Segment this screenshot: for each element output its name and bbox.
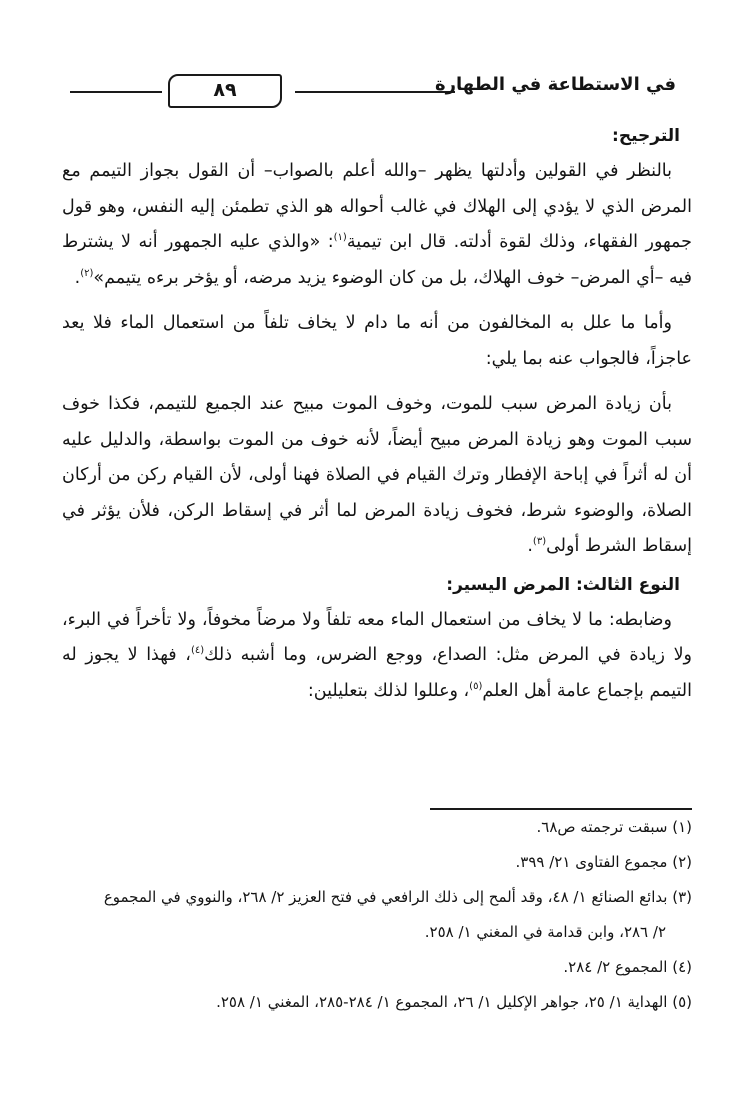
footnote-text: (٣) بدائع الصنائع ١/ ٤٨، وقد ألمح إلى ذلك الرافعي في فتح العزيز ٢/ ٢٦٨، والنووي في المجموع: [103, 888, 692, 906]
footnote-ref-5: (٥): [469, 680, 483, 692]
footnote-text: (٢) مجموع الفتاوى ٢١/ ٣٩٩.: [515, 853, 692, 871]
paragraph-text: .: [74, 267, 81, 288]
footnote-separator: [430, 808, 692, 810]
paragraph-text: ، وعللوا لذلك بتعليلين:: [307, 680, 470, 701]
running-header: [70, 72, 676, 108]
section-heading: الترجيح:: [612, 126, 680, 146]
paragraph-text: : «والذي عليه الجمهور أنه لا يشترط فيه –أي المرض– خوف الهلاك، بل من كان الوضوء يزيد مرضه، أو يؤخر برءه يتيمم»: [62, 232, 692, 288]
page-number: ٨٩: [168, 74, 282, 108]
footnote-continuation: ٢/ ٢٨٦، وابن قدامة في المغني ١/ ٢٥٨.: [424, 923, 666, 941]
main-text: [62, 122, 692, 719]
footnote-item: [62, 853, 692, 872]
subheading: النوع الثالث: المرض اليسير:: [446, 574, 680, 595]
footnote-ref-2: (٢): [80, 267, 94, 279]
footnote-text: (٤) المجموع ٢/ ٢٨٤.: [563, 958, 692, 976]
footnote-ref-3: (٣): [532, 536, 547, 548]
paragraph-minor-illness: [62, 603, 692, 710]
footnote-text: (١) سبقت ترجمته ص٦٨.: [536, 818, 692, 836]
header-title: في الاستطاعة في الطهارة: [434, 74, 676, 95]
paragraph-answer: [62, 387, 692, 565]
footnotes: [62, 818, 692, 1028]
footnote-ref-4: (٤): [190, 645, 205, 657]
paragraph-text: وضابطه: ما لا يخاف من استعمال الماء معه تلفاً ولا مرضاً مخوفاً، ولا تأخراً في البرء، ولا زيادة في المرض مثل: الصداع، ووجع الضرس، وما أشبه ذلك: [62, 609, 693, 665]
footnote-item: [62, 993, 692, 1012]
paragraph-text: .: [527, 536, 533, 556]
paragraph-text: بالنظر في القولين وأدلتها يظهر –والله أعلم بالصواب– أن القول بجواز التيمم مع المرض الذي لا يؤدي إلى الهلاك في غالب أحواله هو الذي تطمئن إليه النفس، وهو قول جمهور الفقهاء، وذلك لقوة أدلته. قال ابن تيمية: [62, 161, 692, 252]
header-rule-left: [70, 91, 162, 93]
paragraph-objection: وأما ما علل به المخالفون من أنه ما دام لا يخاف تلفاً من استعمال الماء فلا يعد عاجزاً، فالجواب عنه بما يلي:: [62, 313, 692, 369]
paragraph-text: ، فهذا لا يجوز له التيمم بإجماع عامة أهل العلم: [62, 645, 692, 701]
footnote-item: [62, 958, 692, 977]
footnote-text: (٥) الهداية ١/ ٢٥، جواهر الإكليل ١/ ٢٦، المجموع ١/ ٢٨٤-٢٨٥، المغني ١/ ٢٥٨.: [216, 993, 692, 1011]
footnote-ref-1: (١): [333, 232, 347, 244]
paragraph-text: بأن زيادة المرض سبب للموت، وخوف الموت مبيح عند الجميع للتيمم، فكذا خوف سبب الموت وهو زيادة المرض مبيح أيضاً، لأنه خوف من الموت بواسطة، والدليل عليه أن له أثراً في إباحة الإفطار وترك القيام في الصلاة فهنا أولى، لأن القيام ركن من أركان الصلاة، والوضوء شرط، فخوف زيادة المرض لما أثر في إسقاط الركن، فلأن يؤثر في إسقاط الشرط أولى: [62, 394, 692, 556]
footnote-item: [62, 818, 692, 837]
footnote-item: [62, 888, 692, 942]
paragraph-tarjih: [62, 154, 692, 296]
header-rule-right: [295, 91, 455, 93]
